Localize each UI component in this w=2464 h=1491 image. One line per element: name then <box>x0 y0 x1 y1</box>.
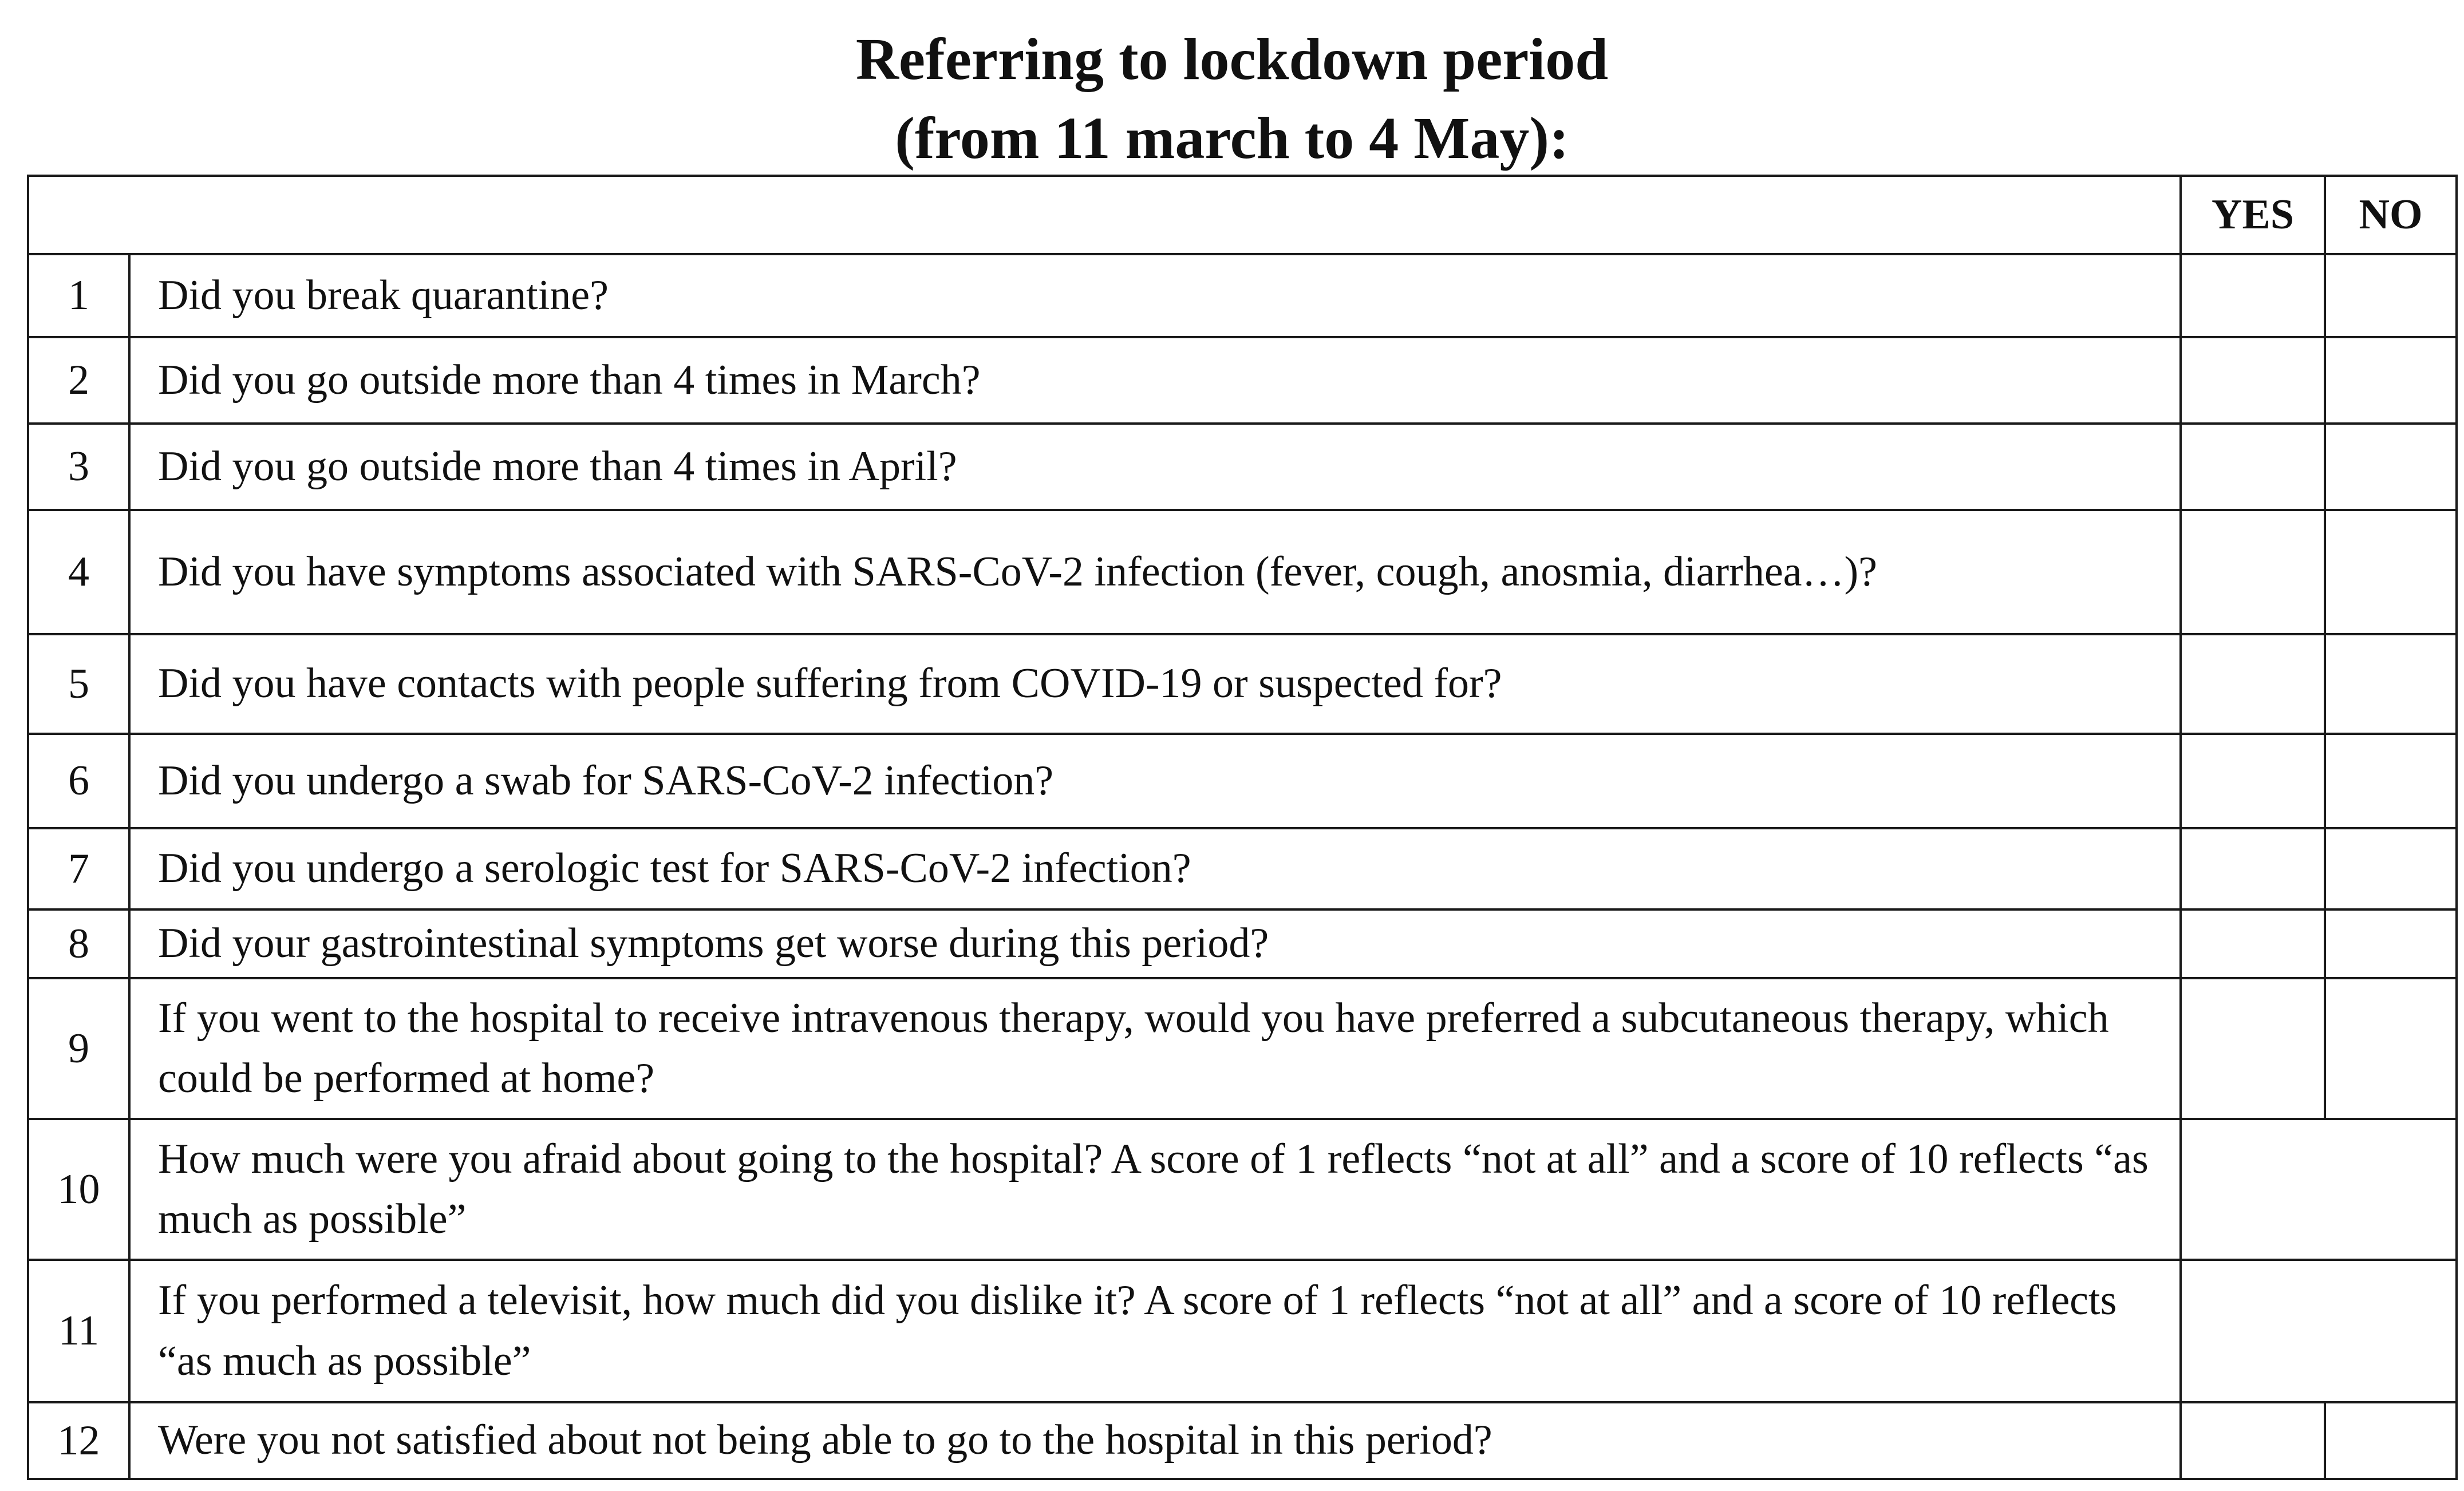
row-number: 9 <box>28 978 129 1119</box>
row-number: 3 <box>28 424 129 510</box>
answer-yes-cell[interactable] <box>2181 424 2325 510</box>
table-row <box>28 1402 2457 1479</box>
table-row <box>28 424 2457 510</box>
answer-yes-cell[interactable] <box>2181 254 2325 337</box>
table-row <box>28 828 2457 909</box>
table-row <box>28 1260 2457 1402</box>
answer-no-cell[interactable] <box>2325 828 2457 909</box>
page-subtitle: (from 11 march to 4 May): <box>895 105 1569 171</box>
question-text: Did you go outside more than 4 times in March? <box>129 337 2181 424</box>
answer-no-cell[interactable] <box>2325 909 2457 978</box>
row-number: 10 <box>28 1119 129 1260</box>
question-text: If you went to the hospital to receive intravenous therapy, would you have preferred a subcutaneous therapy, which could be performed at home? <box>129 978 2181 1119</box>
header-blank-cell <box>28 176 2181 254</box>
question-text: Were you not satisfied about not being able to go to the hospital in this period? <box>129 1402 2181 1479</box>
row-number: 2 <box>28 337 129 424</box>
question-text: Did you have symptoms associated with SARS-CoV-2 infection (fever, cough, anosmia, diarrhea…)? <box>129 510 2181 634</box>
score-answer-cell[interactable] <box>2181 1260 2457 1402</box>
row-number: 8 <box>28 909 129 978</box>
row-number: 11 <box>28 1260 129 1402</box>
answer-yes-cell[interactable] <box>2181 1402 2325 1479</box>
page-title: Referring to lockdown period <box>855 26 1609 92</box>
header-no: NO <box>2325 176 2457 254</box>
question-text: Did you undergo a serologic test for SARS-CoV-2 infection? <box>129 828 2181 909</box>
answer-no-cell[interactable] <box>2325 1402 2457 1479</box>
question-text: Did you go outside more than 4 times in April? <box>129 424 2181 510</box>
score-answer-cell[interactable] <box>2181 1119 2457 1260</box>
answer-yes-cell[interactable] <box>2181 634 2325 734</box>
row-number: 7 <box>28 828 129 909</box>
row-number: 1 <box>28 254 129 337</box>
table-row <box>28 510 2457 634</box>
question-text: Did your gastrointestinal symptoms get worse during this period? <box>129 909 2181 978</box>
answer-yes-cell[interactable] <box>2181 510 2325 634</box>
question-text: Did you undergo a swab for SARS-CoV-2 infection? <box>129 734 2181 828</box>
question-text: How much were you afraid about going to the hospital? A score of 1 reflects “not at all” and a score of 10 reflects “as much as possible” <box>129 1119 2181 1260</box>
table-row <box>28 337 2457 424</box>
table-header-row <box>28 176 2457 254</box>
answer-no-cell[interactable] <box>2325 634 2457 734</box>
questionnaire-table <box>27 175 2458 1480</box>
row-number: 6 <box>28 734 129 828</box>
row-number: 12 <box>28 1402 129 1479</box>
table-row <box>28 254 2457 337</box>
answer-no-cell[interactable] <box>2325 337 2457 424</box>
answer-yes-cell[interactable] <box>2181 734 2325 828</box>
question-text: Did you break quarantine? <box>129 254 2181 337</box>
answer-no-cell[interactable] <box>2325 510 2457 634</box>
table-row <box>28 978 2457 1119</box>
row-number: 4 <box>28 510 129 634</box>
answer-yes-cell[interactable] <box>2181 978 2325 1119</box>
table-row <box>28 909 2457 978</box>
answer-no-cell[interactable] <box>2325 978 2457 1119</box>
answer-no-cell[interactable] <box>2325 254 2457 337</box>
table-row <box>28 734 2457 828</box>
question-text: Did you have contacts with people suffering from COVID-19 or suspected for? <box>129 634 2181 734</box>
answer-no-cell[interactable] <box>2325 734 2457 828</box>
answer-yes-cell[interactable] <box>2181 828 2325 909</box>
answer-yes-cell[interactable] <box>2181 337 2325 424</box>
answer-yes-cell[interactable] <box>2181 909 2325 978</box>
question-text: If you performed a televisit, how much did you dislike it? A score of 1 reflects “not at all” and a score of 10 reflects “as much as possible” <box>129 1260 2181 1402</box>
answer-no-cell[interactable] <box>2325 424 2457 510</box>
header-yes: YES <box>2181 176 2325 254</box>
table-row <box>28 634 2457 734</box>
row-number: 5 <box>28 634 129 734</box>
table-row <box>28 1119 2457 1260</box>
